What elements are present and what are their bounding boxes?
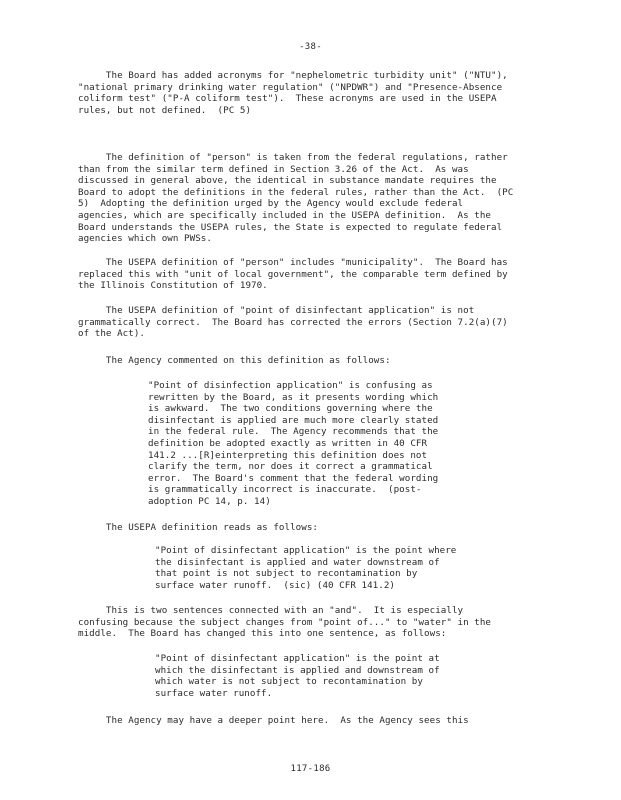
blockquote-agency-comment (148, 380, 438, 508)
paragraph-person-definition (78, 152, 513, 245)
text-line: error. The Board's comment that the federal wording (148, 472, 439, 484)
text-line: The definition of "person" is taken from the federal regulations, rather (78, 152, 508, 163)
text-line: confusing because the subject changes from "point of..." to "water" in the (78, 616, 492, 628)
paragraph-municipality (78, 257, 508, 292)
text-line: rewritten by the Board, as it presents wording which (148, 391, 439, 403)
text-line: surface water runoff. (155, 687, 273, 699)
blockquote-usepa-definition (155, 545, 456, 591)
text-line: is grammatically incorrect is inaccurate. (post- (148, 484, 422, 496)
text-line: The USEPA definition of "person" includes "municipality". The Board has (78, 257, 508, 268)
text-line: The USEPA definition of "point of disinfectant application" is not (78, 305, 475, 316)
text-line: middle. The Board has changed this into one sentence, as follows: (78, 628, 447, 640)
text-line: 5) Adopting the definition urged by the Agency would exclude federal (78, 198, 464, 210)
text-line: clarify the term, nor does it correct a grammatical (148, 461, 433, 473)
text-line: Board understands the USEPA rules, the State is expected to regulate federal (78, 221, 503, 233)
text-line: the Illinois Constitution of 1970. (78, 280, 268, 292)
text-line: The Board has added acronyms for "nephelometric turbidity unit" ("NTU"), (78, 70, 508, 81)
text-line: of the Act). (78, 328, 145, 340)
page-footer-reference: 117-186 (290, 764, 331, 774)
text-line: the disinfectant is applied and water downstream of (155, 556, 440, 568)
text-line: This is two sentences connected with an "and". It is especially (78, 605, 464, 616)
text-line: adoption PC 14, p. 14) (148, 495, 271, 507)
text-line: is awkward. The two conditions governing where the (148, 403, 433, 415)
paragraph-agency-comment-intro (78, 355, 391, 367)
text-line: in the federal rule. The Agency recommends that the (148, 426, 439, 438)
text-line: agencies which own PWSs. (78, 233, 212, 245)
page-number: -38- (299, 42, 322, 52)
text-line: Board to adopt the definitions in the federal rules, rather than the Act. (PC (78, 186, 514, 198)
text-line: which water is not subject to recontamination by (155, 676, 423, 688)
text-line: definition be adopted exactly as written in 40 CFR (148, 437, 428, 449)
text-line: discussed in general above, the identical in substance mandate requires the (78, 175, 497, 187)
paragraph-two-sentences (78, 605, 491, 640)
text-line: coliform test" ("P-A coliform test"). These acronyms are used in the USEPA (78, 93, 497, 105)
text-line: agencies, which are specifically included in the USEPA definition. As the (78, 209, 492, 221)
text-line: which the disinfectant is applied and downstream of (155, 664, 440, 676)
paragraph-deeper-point (78, 715, 469, 727)
text-line: "Point of disinfectant application" is the point where (155, 545, 457, 556)
text-line: The USEPA definition reads as follows: (78, 522, 318, 533)
text-line: grammatically correct. The Board has corrected the errors (Section 7.2(a)(7) (78, 316, 508, 328)
paragraph-usepa-intro (78, 522, 318, 534)
paragraph-disinfectant-grammar (78, 305, 508, 340)
text-line: disinfectant is applied are much more clearly stated (148, 414, 439, 426)
text-line: "Point of disinfectant application" is the point at (155, 653, 440, 664)
text-line: replaced this with "unit of local government", the comparable term defined by (78, 268, 508, 280)
text-line: The Agency may have a deeper point here. As the Agency sees this (78, 715, 469, 726)
text-line: 141.2 ...[R]einterpreting this definition does not (148, 449, 428, 461)
paragraph-acronyms (78, 70, 508, 116)
text-line: that point is not subject to recontamination by (155, 568, 418, 580)
text-line: than from the similar term defined in Section 3.26 of the Act. As was (78, 163, 469, 175)
blockquote-board-definition (155, 653, 440, 699)
text-line: surface water runoff. (sic) (40 CFR 141.2) (155, 579, 395, 591)
text-line: rules, but not defined. (PC 5) (78, 104, 252, 116)
text-line: The Agency commented on this definition as follows: (78, 355, 391, 366)
text-line: "national primary drinking water regulation" ("NPDWR") and "Presence-Absence (78, 81, 503, 93)
text-line: "Point of disinfection application" is confusing as (148, 380, 433, 391)
